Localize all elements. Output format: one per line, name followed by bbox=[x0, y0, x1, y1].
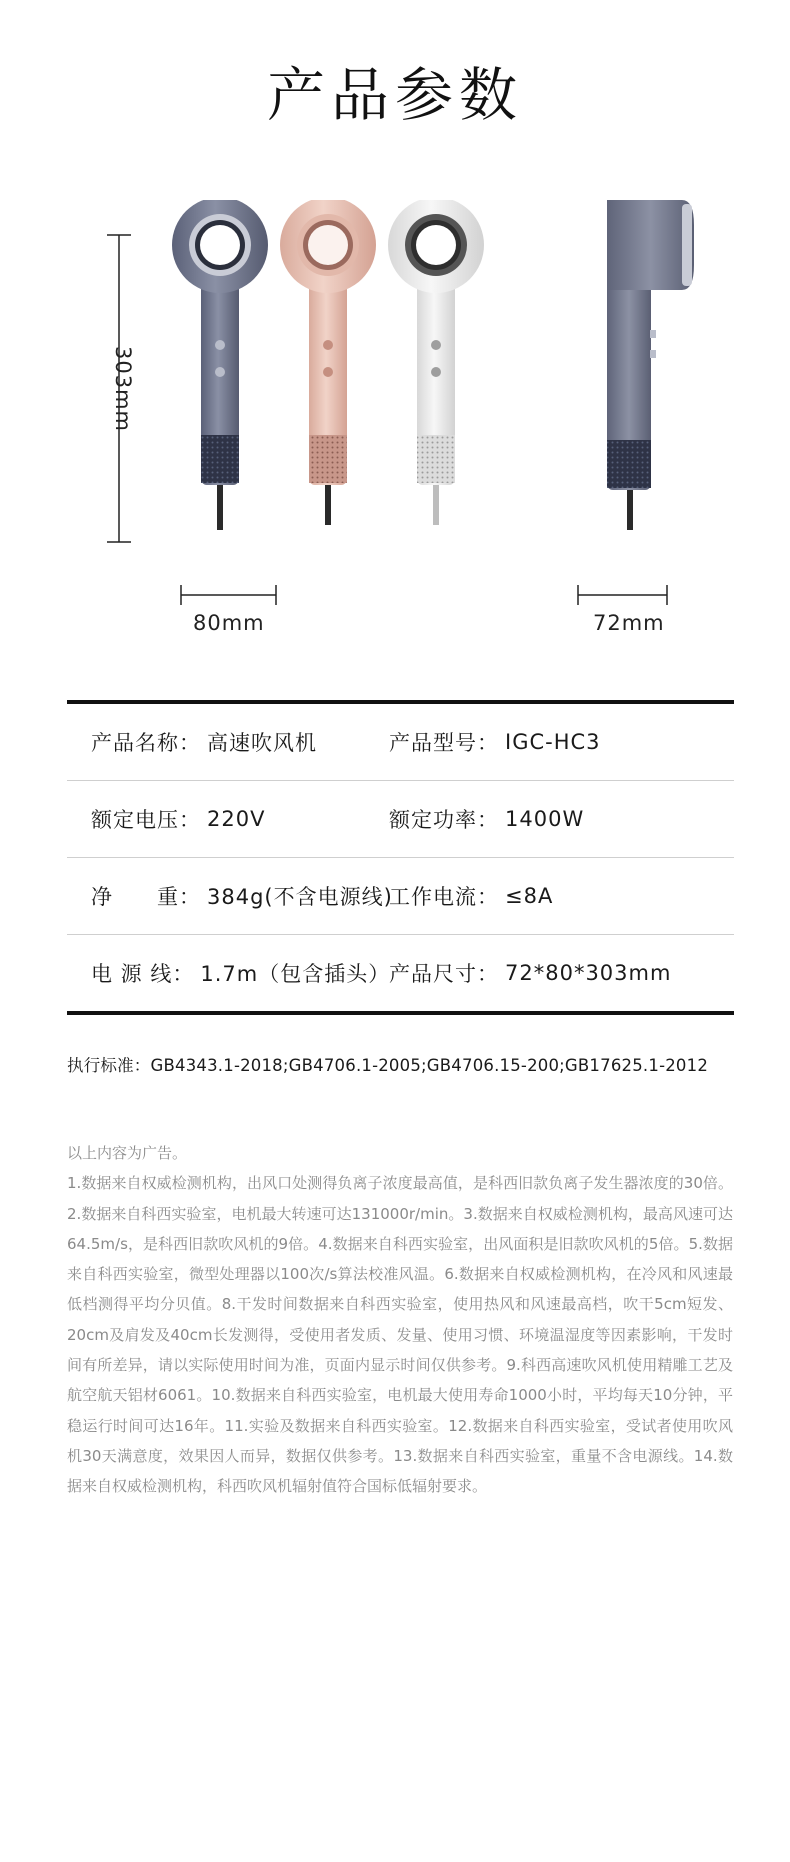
table-bottom-rule bbox=[67, 1011, 734, 1015]
hair-dryer-blue-grey bbox=[172, 200, 268, 530]
table-row bbox=[67, 935, 734, 1011]
spec-value: 高速吹风机 bbox=[207, 731, 317, 755]
spec-label: 产品型号： bbox=[389, 731, 499, 755]
hair-dryer-side-view bbox=[607, 200, 694, 530]
execution-standard bbox=[67, 1052, 747, 1076]
spec-value: IGC-HC3 bbox=[505, 730, 601, 754]
disclaimer-notes bbox=[67, 1138, 733, 1502]
spec-label: 净 重： bbox=[91, 885, 201, 909]
table-row bbox=[67, 704, 734, 781]
spec-value: 72*80*303mm bbox=[505, 961, 672, 985]
spec-cell bbox=[389, 804, 734, 834]
table-row bbox=[67, 858, 734, 935]
notes-body: 1.数据来自权威检测机构，出风口处测得负离子浓度最高值，是科西旧款负离子发生器浓度的30倍。2.数据来自科西实验室，电机最大转速可达131000r/min。3.数据来自权威检测机构，最高风速可达64.5m/s，是科西旧款吹风机的9倍。4.数据来自科西实验室，出风面积是旧款吹风机的5倍。5.数据来自科西实验室，微型处理器以100次/s算法校准风温。6.数据来自权威检测机构，在冷风和风速最低档测得平均分贝值。8.干发时间数据来自科西实验室，使用热风和风速最高档，吹干5cm短发、20cm及肩发及40cm长发测得，受使用者发质、发量、使用习惯、环境温湿度等因素影响，干发时间有所差异，请以实际使用时间为准，页面内显示时间仅供参考。9.科西高速吹风机使用精雕工艺及航空航天铝材6061。10.数据来自科西实验室，电机最大使用寿命1000小时，平均每天10分钟，平稳运行时间可达16年。11.实验及数据来自科西实验室。12.数据来自科西实验室，受试者使用吹风机30天满意度，效果因人而异，数据仅供参考。13.数据来自科西实验室，重量不含电源线。14.数据来自权威检测机构，科西吹风机辐射值符合国标低辐射要求。 bbox=[67, 1174, 733, 1496]
spec-cell bbox=[389, 958, 734, 988]
table-row bbox=[67, 781, 734, 858]
standard-value: GB4343.1-2018;GB4706.1-2005;GB4706.15-200;GB17625.1-2012 bbox=[150, 1056, 709, 1075]
spec-cell bbox=[67, 727, 389, 757]
spec-cell bbox=[67, 804, 389, 834]
depth-dimension-label: 72mm bbox=[593, 611, 665, 635]
product-figure bbox=[0, 200, 790, 660]
spec-cell bbox=[67, 881, 393, 911]
spec-label: 产品尺寸： bbox=[389, 962, 499, 986]
spec-label: 产品名称： bbox=[91, 731, 201, 755]
width-dimension-label: 80mm bbox=[193, 611, 265, 635]
spec-value: 1400W bbox=[505, 807, 585, 831]
spec-cell bbox=[389, 727, 734, 757]
spec-value: 1.7m（包含插头） bbox=[200, 962, 391, 986]
height-dimension-label: 303mm bbox=[111, 346, 135, 432]
spec-cell bbox=[389, 881, 734, 911]
spec-label: 额定电压： bbox=[91, 808, 201, 832]
spec-table bbox=[67, 700, 734, 1015]
spec-value: 384g(不含电源线) bbox=[207, 885, 393, 909]
hair-dryer-pink bbox=[280, 200, 376, 525]
page-title: 产品参数 bbox=[266, 61, 523, 129]
hair-dryer-white bbox=[388, 200, 484, 525]
spec-cell bbox=[67, 958, 389, 988]
spec-value: ≤8A bbox=[505, 884, 554, 908]
notes-intro: 以上内容为广告。 bbox=[67, 1144, 188, 1162]
spec-label: 电 源 线： bbox=[91, 962, 195, 986]
spec-label: 额定功率： bbox=[389, 808, 499, 832]
depth-dimension-line bbox=[578, 585, 667, 605]
spec-value: 220V bbox=[207, 807, 266, 831]
standard-label: 执行标准： bbox=[67, 1056, 151, 1075]
spec-label: 工作电流： bbox=[389, 885, 499, 909]
width-dimension-line bbox=[181, 585, 276, 605]
